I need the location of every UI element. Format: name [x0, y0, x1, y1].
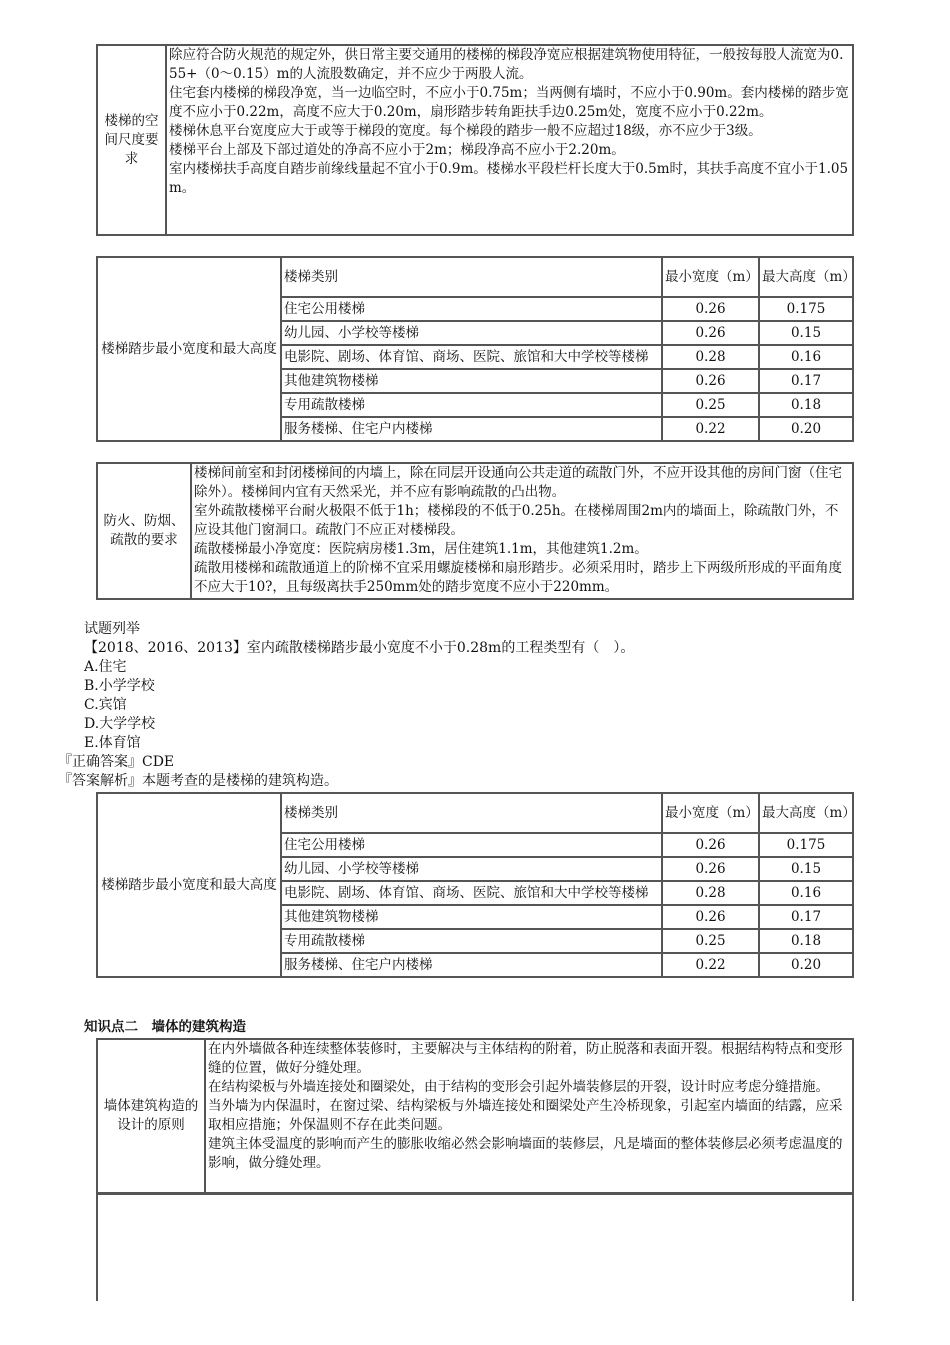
cell-category: 电影院、剧场、体育馆、商场、医院、旅馆和大中学校等楼梯	[281, 345, 662, 369]
cell-category: 住宅公用楼梯	[281, 833, 662, 857]
cell-max-height: 0.16	[759, 881, 853, 905]
cell-max-height: 0.18	[759, 393, 853, 417]
spatial-label: 楼梯的空间尺度要求	[97, 45, 166, 235]
cell-category: 幼儿园、小学校等楼梯	[281, 857, 662, 881]
answer-analysis: 『答案解析』本题考查的是楼梯的建筑构造。	[58, 773, 338, 789]
cell-max-height: 0.20	[759, 417, 853, 441]
cell-min-width: 0.26	[662, 833, 759, 857]
spatial-para: 除应符合防火规范的规定外，供日常主要交通用的楼梯的梯段净宽应根据建筑物使用特征，一般按每股人流宽为0.55+（0～0.15）m的人流股数确定，并不应少于两股人流。	[169, 47, 844, 82]
wall-para: 在结构梁板与外墙连接处和圈梁处，由于结构的变形会引起外墙装修层的开裂，设计时应考虑分缝措施。	[208, 1079, 829, 1095]
cell-min-width: 0.28	[662, 881, 759, 905]
fire-para: 疏散用楼梯和疏散通道上的阶梯不宜采用螺旋楼梯和扇形踏步。必须采用时，踏步上下两级所形成的平面角度不应大于10?，且每级离扶手250mm处的踏步宽度不应小于220mm。	[194, 560, 842, 595]
cell-max-height: 0.17	[759, 905, 853, 929]
correct-answer: 『正确答案』CDE	[58, 754, 175, 770]
spatial-para: 室内楼梯扶手高度自踏步前缘线量起不宜小于0.9m。楼梯水平段栏杆长度大于0.5m时，其扶手高度不宜小于1.05m。	[169, 161, 849, 196]
cell-min-width: 0.26	[662, 857, 759, 881]
spatial-para: 楼梯休息平台宽度应大于或等于梯段的宽度。每个梯段的踏步一般不应超过18级，亦不应少于3级。	[169, 123, 762, 139]
cell-category: 电影院、剧场、体育馆、商场、医院、旅馆和大中学校等楼梯	[281, 881, 662, 905]
question-option: C.宾馆	[84, 697, 127, 713]
question-option: A.住宅	[84, 659, 127, 675]
spatial-content	[166, 45, 853, 235]
cell-max-height: 0.175	[759, 297, 853, 321]
cell-max-height: 0.16	[759, 345, 853, 369]
cell-min-width: 0.26	[662, 905, 759, 929]
spatial-para: 楼梯平台上部及下部过道处的净高不应小于2m；梯段净高不应小于2.20m。	[169, 142, 625, 158]
tread-size-table-answer	[96, 792, 854, 978]
cell-max-height: 0.175	[759, 833, 853, 857]
cell-category: 住宅公用楼梯	[281, 297, 662, 321]
question-option: B.小学学校	[84, 678, 155, 694]
cell-max-height: 0.18	[759, 929, 853, 953]
header-min-width: 最小宽度（m）	[662, 257, 759, 297]
wall-para: 在内外墙做各种连续整体装修时，主要解决与主体结构的附着，防止脱落和表面开裂。根据结构特点和变形缝的位置，做好分缝处理。	[208, 1041, 843, 1076]
cell-category: 服务楼梯、住宅户内楼梯	[281, 417, 662, 441]
question-heading: 试题列举	[84, 621, 140, 637]
wall-para: 建筑主体受温度的影响而产生的膨胀收缩必然会影响墙面的装修层，凡是墙面的整体装修层必须考虑温度的影响，做分缝处理。	[208, 1136, 843, 1171]
cell-category: 专用疏散楼梯	[281, 393, 662, 417]
cell-min-width: 0.25	[662, 929, 759, 953]
cell-min-width: 0.28	[662, 345, 759, 369]
wall-para: 当外墙为内保温时，在窗过梁、结构梁板与外墙连接处和圈梁处产生冷桥现象，引起室内墙面的结露，应采取相应措施；外保温则不存在此类问题。	[208, 1098, 843, 1133]
wall-principles-table	[96, 1038, 854, 1194]
header-category: 楼梯类别	[281, 793, 662, 833]
fire-requirements-table	[96, 462, 854, 600]
cell-max-height: 0.20	[759, 953, 853, 977]
cell-max-height: 0.15	[759, 321, 853, 345]
cell-category: 服务楼梯、住宅户内楼梯	[281, 953, 662, 977]
question-stem: 【2018、2016、2013】室内疏散楼梯踏步最小宽度不小于0.28m的工程类型有（ ）。	[84, 640, 635, 656]
fire-para: 楼梯间前室和封闭楼梯间的内墙上，除在同层开设通向公共走道的疏散门外，不应开设其他的房间门窗（住宅除外）。楼梯间内宜有天然采光，并不应有影响疏散的凸出物。	[194, 465, 842, 500]
question-option: D.大学学校	[84, 716, 156, 732]
cell-max-height: 0.17	[759, 369, 853, 393]
spatial-para: 住宅套内楼梯的梯段净宽，当一边临空时，不应小于0.75m；当两侧有墙时，不应小于0.90m。套内楼梯的踏步宽度不应小于0.22m，高度不应大于0.20m，扇形踏步转角距扶手边0.25m处，宽度不应小于0.22m。	[169, 85, 849, 120]
fire-para: 疏散楼梯最小净宽度：医院病房楼1.3m，居住建筑1.1m，其他建筑1.2m。	[194, 541, 648, 557]
header-max-height: 最大高度（m）	[759, 257, 853, 297]
cell-category: 其他建筑物楼梯	[281, 369, 662, 393]
cell-min-width: 0.26	[662, 369, 759, 393]
empty-table-continuation	[96, 1193, 854, 1301]
cell-min-width: 0.26	[662, 321, 759, 345]
tread-size-table	[96, 256, 854, 442]
tread-table-label: 楼梯踏步最小宽度和最大高度	[97, 793, 281, 977]
cell-category: 专用疏散楼梯	[281, 929, 662, 953]
spatial-requirements-table	[96, 44, 854, 236]
cell-min-width: 0.22	[662, 953, 759, 977]
question-option: E.体育馆	[84, 735, 141, 751]
wall-label: 墙体建筑构造的设计的原则	[97, 1039, 205, 1193]
header-max-height: 最大高度（m）	[759, 793, 853, 833]
section-title: 知识点二 墙体的建筑构造	[84, 1019, 246, 1035]
fire-content	[191, 463, 853, 599]
cell-category: 其他建筑物楼梯	[281, 905, 662, 929]
tread-table-label: 楼梯踏步最小宽度和最大高度	[97, 257, 281, 441]
cell-min-width: 0.25	[662, 393, 759, 417]
cell-min-width: 0.22	[662, 417, 759, 441]
fire-para: 室外疏散楼梯平台耐火极限不低于1h；楼梯段的不低于0.25h。在楼梯周围2m内的墙面上，除疏散门外，不应设其他门窗洞口。疏散门不应正对楼梯段。	[194, 503, 839, 538]
fire-label: 防火、防烟、疏散的要求	[97, 463, 191, 599]
cell-category: 幼儿园、小学校等楼梯	[281, 321, 662, 345]
cell-max-height: 0.15	[759, 857, 853, 881]
cell-min-width: 0.26	[662, 297, 759, 321]
wall-content	[205, 1039, 853, 1193]
header-min-width: 最小宽度（m）	[662, 793, 759, 833]
header-category: 楼梯类别	[281, 257, 662, 297]
